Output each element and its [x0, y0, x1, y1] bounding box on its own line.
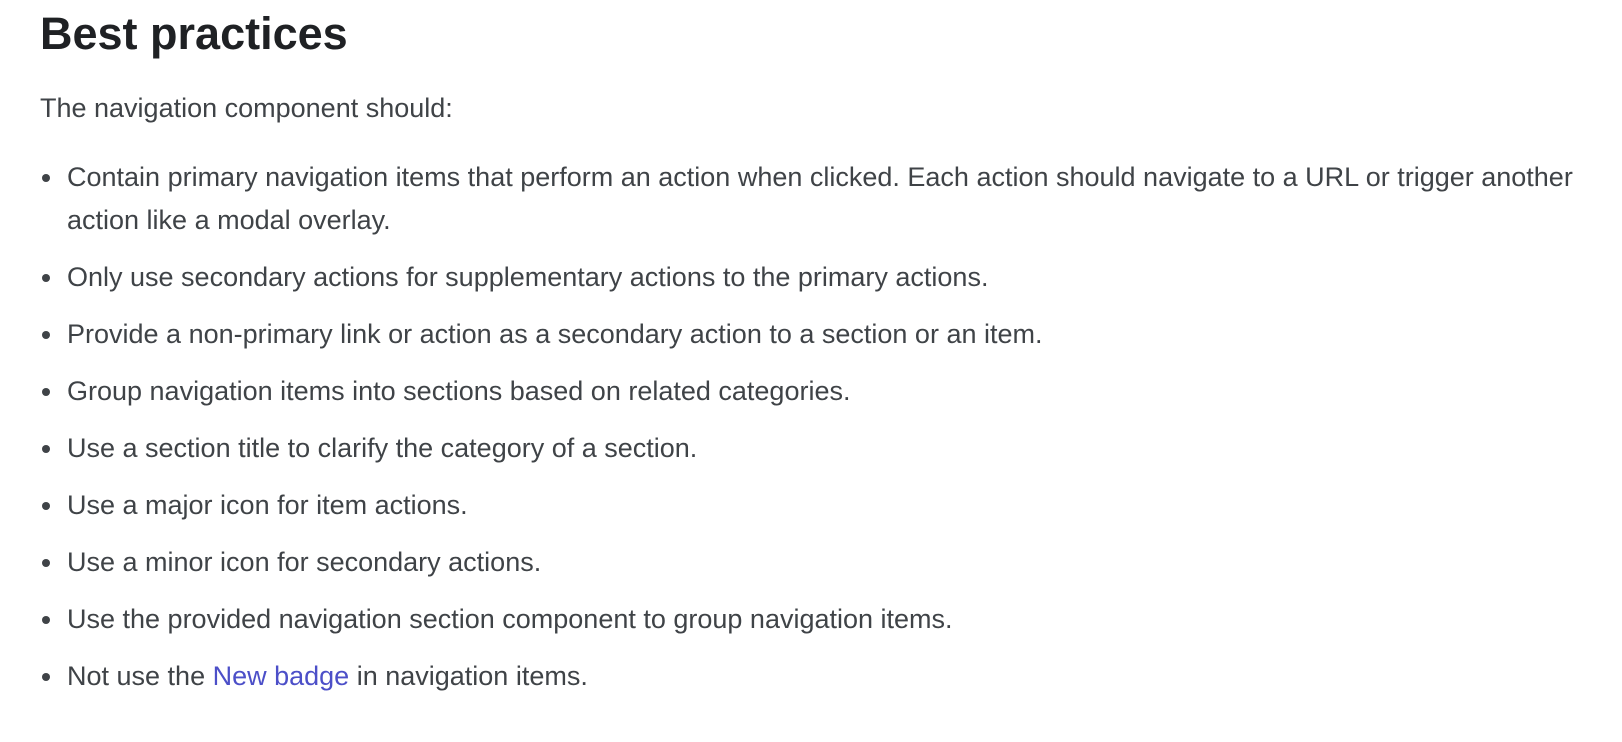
list-item: [40, 427, 1582, 470]
list-item: [40, 598, 1582, 641]
list-item-text: Group navigation items into sections based on related categories.: [67, 376, 851, 406]
bullet-icon: [42, 274, 50, 282]
bullet-icon: [42, 502, 50, 510]
list-item: [40, 484, 1582, 527]
list-item: [40, 256, 1582, 299]
list-item-text-after: in navigation items.: [349, 661, 588, 691]
list-item-text: Contain primary navigation items that perform an action when clicked. Each action should navigate to a URL or trigger another action like a modal overlay.: [67, 162, 1573, 235]
list-item-text: Use the provided navigation section component to group navigation items.: [67, 604, 953, 634]
bullet-icon: [42, 174, 50, 182]
bullet-icon: [42, 445, 50, 453]
list-item-text: Provide a non-primary link or action as a secondary action to a section or an item.: [67, 319, 1043, 349]
page-title: Best practices: [40, 8, 348, 59]
list-item-text: Use a major icon for item actions.: [67, 490, 468, 520]
bullet-icon: [42, 331, 50, 339]
list-item-text-before: Not use the: [67, 661, 213, 691]
list-item: [40, 156, 1582, 242]
list-item: [40, 541, 1582, 584]
new-badge-link[interactable]: New badge: [212, 661, 350, 691]
bullet-icon: [42, 388, 50, 396]
list-item-text: Use a minor icon for secondary actions.: [67, 547, 542, 577]
list-item: [40, 655, 1582, 698]
best-practices-list: [40, 156, 1582, 698]
list-item-text: Only use secondary actions for supplementary actions to the primary actions.: [67, 262, 989, 292]
bullet-icon: [42, 616, 50, 624]
bullet-icon: [42, 559, 50, 567]
bullet-icon: [42, 673, 50, 681]
intro-text: The navigation component should:: [40, 93, 453, 123]
list-item: [40, 370, 1582, 413]
list-item: [40, 313, 1582, 356]
list-item-text: Use a section title to clarify the category of a section.: [67, 433, 698, 463]
